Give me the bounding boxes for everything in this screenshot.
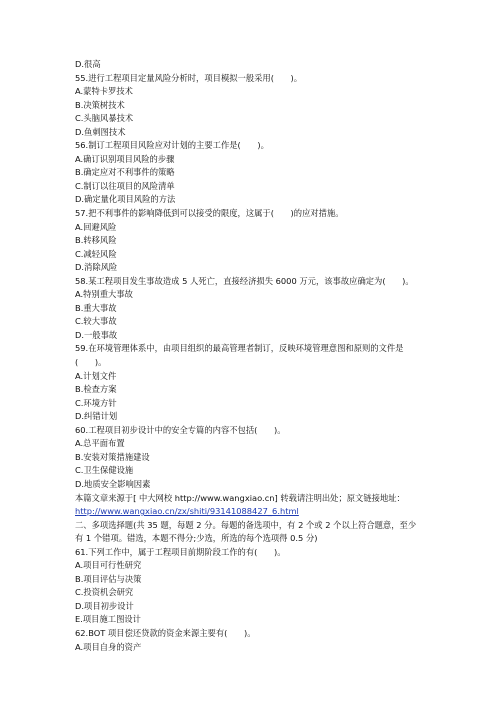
text-line: A.总平面布置 <box>75 438 125 449</box>
text-line: 60.工程项目初步设计中的安全专篇的内容不包括( )。 <box>75 424 286 435</box>
text-line: ( )。 <box>75 357 107 368</box>
text-line: 58.某工程项目发生事故造成 5 人死亡，直接经济损失 6000 万元，该事故应确定为( )。 <box>75 275 414 286</box>
text-line: C.减轻风险 <box>75 248 117 259</box>
questions-61-62 <box>75 546 435 654</box>
section-heading-line-2: 有 1 个错项。错选，本题不得分;少选，所选的每个选项得 0.5 分) <box>75 533 318 544</box>
text-line: D.消除风险 <box>75 262 118 273</box>
text-line: 56.制订工程项目风险应对计划的主要工作是( )。 <box>75 140 269 151</box>
text-line: 55.进行工程项目定量风险分析时，项目模拟一般采用( )。 <box>75 72 303 83</box>
questions-55-60 <box>75 58 435 492</box>
text-line: A.项目可行性研究 <box>75 560 142 571</box>
source-prefix: 本篇文章来源于[ 中大网校 http://www.wangxiao.cn] 转载请注明出处；原文链接地址： <box>75 492 405 503</box>
text-line: B.项目评估与决策 <box>75 573 142 584</box>
text-line: 61.下列工作中，属于工程项目前期阶段工作的有( )。 <box>75 546 286 557</box>
document-page <box>75 58 435 654</box>
text-line: B.决策树技术 <box>75 99 125 110</box>
text-line: C.头脑风暴技术 <box>75 113 134 124</box>
text-line: A.项目自身的资产 <box>75 641 142 652</box>
text-line: D.确定量化项目风险的方法 <box>75 194 176 205</box>
text-line: D.鱼刺图技术 <box>75 126 126 137</box>
text-line: 57.把不利事件的影响降低到可以接受的限度，这属于( )的应对措施。 <box>75 208 344 219</box>
source-line-1 <box>75 492 435 506</box>
text-line: D.项目初步设计 <box>75 600 134 611</box>
text-line: D.地质安全影响因素 <box>75 478 151 489</box>
text-line: 59.在环境管理体系中，由项目组织的最高管理者制订，反映环境管理意图和原则的文件是 <box>75 343 404 354</box>
text-line: B.转移风险 <box>75 235 117 246</box>
text-line: A.计划文件 <box>75 370 117 381</box>
text-line: C.制订以往项目的风险清单 <box>75 180 175 191</box>
text-line: B.安装对策措施建设 <box>75 451 150 462</box>
source-line-2 <box>75 505 435 519</box>
text-line: D.纠错计划 <box>75 411 118 422</box>
text-line: B.检查方案 <box>75 384 117 395</box>
text-line: C.投资机会研究 <box>75 587 134 598</box>
text-line: C.较大事故 <box>75 316 117 327</box>
text-line: D.一般事故 <box>75 329 118 340</box>
text-line: A.确订识别项目风险的步骤 <box>75 153 175 164</box>
text-line: D.很高 <box>75 59 101 69</box>
text-line: E.项目施工图设计 <box>75 614 141 625</box>
source-link[interactable]: http://www.wangxiao.cn/zx/shiti/93141088427_6.html <box>75 506 299 517</box>
text-line: 62.BOT 项目偿还贷款的资金来源主要有( )。 <box>75 627 256 638</box>
text-line: C.卫生保健设施 <box>75 465 134 476</box>
text-line: B.重大事故 <box>75 302 117 313</box>
section-heading-line-1: 二、多项选择题(共 35 题，每题 2 分。每题的备选项中，有 2 个或 2 个以上符合题意，至少 <box>75 519 417 530</box>
text-line: B.确定应对不利事件的策略 <box>75 167 175 178</box>
text-line: C.环境方针 <box>75 397 117 408</box>
text-line: A.蒙特卡罗技术 <box>75 86 133 97</box>
text-line: A.回避风险 <box>75 221 117 232</box>
text-line: A.特别重大事故 <box>75 289 133 300</box>
